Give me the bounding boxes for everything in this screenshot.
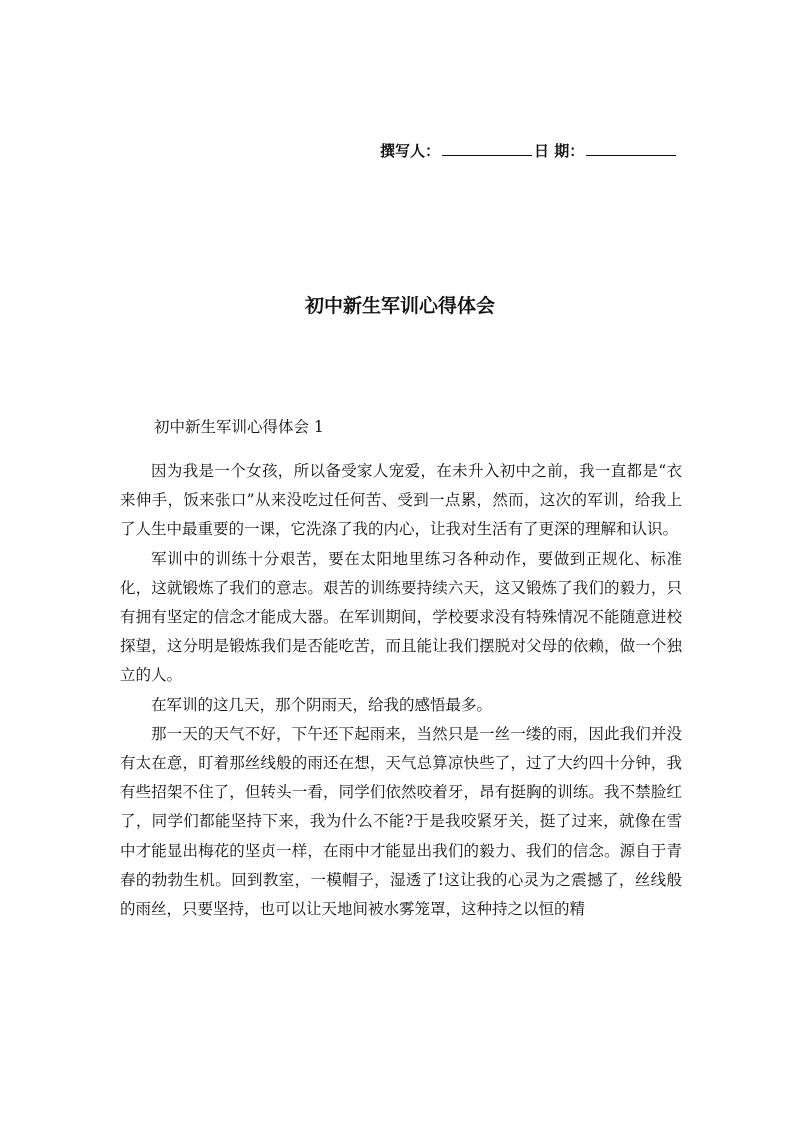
paragraph: 在军训的这几天，那个阴雨天，给我的感悟最多。 (151, 695, 493, 714)
date-label: 日 期： (534, 142, 585, 160)
author-date-line (380, 138, 680, 162)
paragraph: 那一天的天气不好，下午还下起雨来，当然只是一丝一缕的雨，因此我们并没有太在意，盯着那丝线般的雨还在想，天气总算凉快些了，过了大约四十分钟，我有些招架不住了，但转头一看，同学们依然咬着牙，昂有挺胸的训练。我不禁脸红了，同学们都能坚持下来，我为什么不能?于是我咬紧牙关，挺了过来，就像在雪中才能显出梅花的坚贞一样，在雨中才能显出我们的毅力、我们的信念。源自于青春的勃勃生机。回到教室，一模帽子，湿透了!这让我的心灵为之震撼了，丝线般的雨丝，只要坚持，也可以让天地间被水雾笼罩，这种持之以恒的精 (120, 724, 682, 919)
document-body (120, 457, 682, 924)
author-blank (442, 138, 532, 156)
author-label: 撰写人： (380, 142, 441, 160)
date-blank (586, 138, 676, 156)
paragraph: 军训中的训练十分艰苦，要在太阳地里练习各种动作，要做到正规化、标准化，这就锻炼了我们的意志。艰苦的训练要持续六天，这又锻炼了我们的毅力，只有拥有坚定的信念才能成大器。在军训期间，学校要求没有特殊情况不能随意进校探望，这分明是锻炼我们是否能吃苦，而且能让我们摆脱对父母的依赖，做一个独立的人。 (120, 549, 682, 685)
document-title: 初中新生军训心得体会 (304, 295, 495, 317)
document-subtitle: 初中新生军训心得体会 1 (154, 418, 324, 436)
paragraph: 因为我是一个女孩，所以备受家人宠爱，在未升入初中之前，我一直都是“衣来伸手，饭来张口”从来没吃过任何苦、受到一点累，然而，这次的军训，给我上了人生中最重要的一课，它洗涤了我的内心，让我对生活有了更深的理解和认识。 (120, 462, 682, 539)
